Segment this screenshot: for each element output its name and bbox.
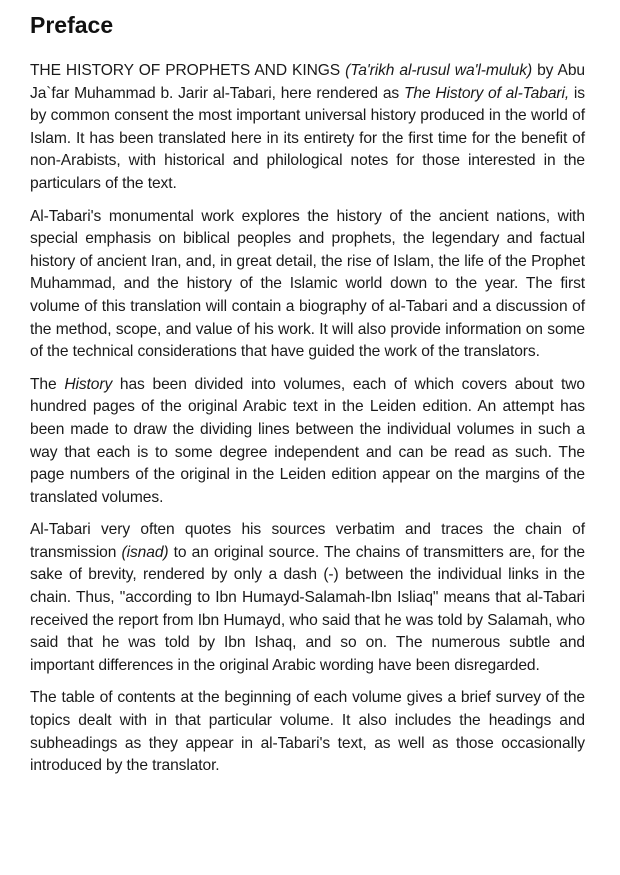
paragraph-text: has been divided into volumes, each of which covers about two hundred pages of the original Arabic text in the Leiden edition. An attempt has been made to draw the dividing lines between the individual volumes in such a way that each is to some degree independent and can be read as such. The page numbers of the original in the Leiden edition appear on the margins of the translated volumes. [30,375,585,506]
paragraph-text: is by common consent the most important universal history produced in the world of Islam. It has been translated here in its entirety for the first time for the benefit of non-Arabists, with historical and philological notes for those interested in the particulars of the text. [30,84,585,192]
page-title: Preface [30,12,114,38]
paragraph-italic-text: (Ta'rikh al-rusul wa'l-muluk) [345,62,533,79]
paragraph-1 [30,60,585,196]
paragraph-text: Al-Tabari's monumental work explores the history of the ancient nations, with special emphasis on biblical peoples and prophets, the legendary and factual history of ancient Iran, and, in great detail, the rise of Islam, the life of the Prophet Muhammad, and the history of the Islamic world down to the year. The first volume of this translation will contain a biography of al-Tabari and a discussion of the method, scope, and value of his work. It will also provide information on some of the technical considerations that have guided the work of the translators. [30,207,585,361]
paragraph-text: by Abu Ja`far Muhammad b. Jarir al-Tabari, here rendered as [30,62,585,102]
paragraph-text: Al-Tabari very often quotes his sources verbatim and traces the chain of transmission [30,521,585,561]
paragraph-text: THE HISTORY OF PROPHETS AND KINGS [30,62,346,79]
paragraph-italic-text: History [64,375,113,393]
paragraph-text: The table of contents at the beginning of each volume gives a brief survey of the topics dealt with in that particular volume. It also includes the headings and subheadings as they appear in al-Tabari's text, as well as those occasionally introduced by the translator. [30,689,585,775]
paragraph-5 [30,687,585,777]
paragraph-text: to an original source. The chains of transmitters are, for the sake of brevity, rendered by only a dash (-) between the individual links in the chain. Thus, "according to Ibn Humayd-Salamah-Ibn Isliaq" means that al-Tabari received the report from Ibn Humayd, who said that he was told by Salamah, who said that he was told by Ibn Ishaq, and so on. The numerous subtle and important differences in the original Arabic wording have been disregarded. [30,543,585,674]
paragraph-italic-text: The History of al-Tabari, [403,84,570,102]
paragraph-4 [30,519,585,677]
paragraph-3 [30,374,585,510]
paragraph-2 [30,206,585,364]
document-page [30,10,585,788]
paragraph-text: The [30,375,65,393]
paragraph-italic-text: (isnad) [121,543,169,561]
